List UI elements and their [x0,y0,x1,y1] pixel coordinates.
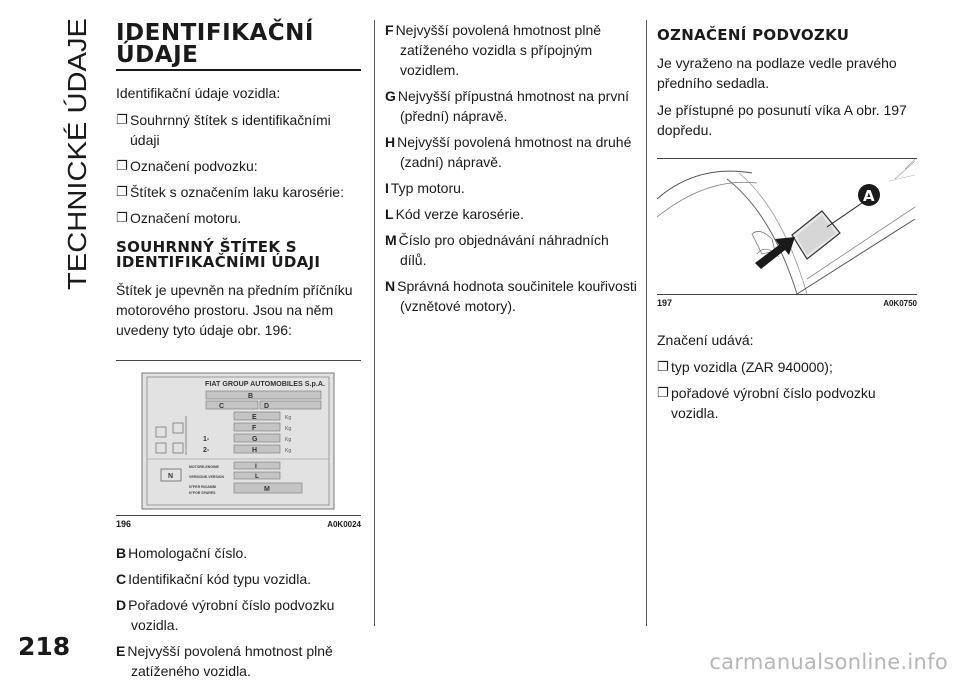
legend-item: D Pořadové výrobní číslo podvozku vozidla. [116,597,335,633]
figure-197 [657,158,917,308]
list-item: ❐ Označení podvozku: [116,158,258,174]
marking-list [657,357,917,423]
plate-field-l: L [255,473,259,480]
legend-item: B Homologační číslo. [116,545,248,561]
callout-label: A [863,187,875,205]
column-divider-2 [646,20,647,626]
identification-plate-illustration [116,361,361,515]
arrow-icon [755,237,795,269]
checkbox-bullet-icon: ❐ [657,385,669,400]
legend-item: N Správná hodnota součinitele kouřivosti (vznětové motory). [385,278,637,314]
legend-item: E Nejvyšší povolená hmotnost plně zatíženého vozidla. [116,643,333,679]
checkbox-bullet-icon: ❐ [116,158,128,173]
list-item: ❐ Štítek s označením laku karosérie: [116,184,344,200]
plate-header: FIAT GROUP AUTOMOBILES S.p.A. [205,381,326,388]
plate-unit-kg: Kg [285,437,292,443]
list-item: ❐ typ vozidla (ZAR 940000); [657,359,833,375]
column-1 [116,22,361,687]
legend-item: G Nejvyšší přípustná hmotnost na první (přední) nápravě. [385,88,629,124]
chassis-location-text: Je vyraženo na podlaze vedle pravého předního sedadla. [657,55,897,91]
plate-field-b: B [248,393,254,400]
checkbox-bullet-icon: ❐ [116,210,128,225]
column-divider-1 [374,20,375,626]
legend-item: H Nejvyšší povolená hmotnost na druhé (zadní) nápravě. [385,134,632,170]
plate-unit-kg: Kg [285,448,292,454]
summary-plate-text: Štítek je upevněn na předním příčníku motorového prostoru. Jsou na něm uvedeny tyto údaje obr. 196: [116,282,353,338]
plate-field-d: D [264,403,270,410]
plate-field-e: E [252,414,257,421]
section-title-summary-plate: SOUHRNNÝ ŠTÍTEK S IDENTIFIKAČNÍMI ÚDAJI [116,238,321,271]
plate-unit-kg: Kg [285,415,292,421]
side-title-text: TECHNICKÉ ÚDAJE [62,47,92,290]
plate-field-m: M [264,486,270,493]
list-item: ❐ pořadové výrobní číslo podvozku vozidla. [657,385,876,421]
plate-legend-list-continued [385,20,637,316]
figure-number: 197 [657,298,673,308]
legend-item: F Nejvyšší povolená hmotnost plně zatíženého vozidla s přípojným vozidlem. [385,22,602,78]
figure-197-caption [657,294,917,308]
list-item: ❐ Označení motoru. [116,210,242,226]
checkbox-bullet-icon: ❐ [657,359,669,374]
figure-196 [116,360,361,529]
plate-field-f: F [252,425,257,432]
legend-item: L Kód verze karosérie. [385,206,524,222]
column-3 [657,28,917,429]
plate-field-n: N [168,473,174,480]
legend-item: I Typ motoru. [385,180,465,196]
checkbox-bullet-icon: ❐ [116,184,128,199]
identification-list [116,110,361,228]
plate-unit-kg: Kg [285,426,292,432]
plate-field-h: H [252,447,258,454]
checkbox-bullet-icon: ❐ [116,112,128,127]
legend-item: C Identifikační kód typu vozidla. [116,571,312,587]
section-title-identification: IDENTIFIKAČNÍ ÚDAJE [116,22,361,71]
plate-ricambi-label: N°PER RICAMBI [189,485,217,489]
list-item: ❐ Souhrnný štítek s identifikačními údaji [116,112,331,148]
column-2 [385,20,637,322]
chassis-access-text: Je přístupné po posunutí víka A obr. 197 dopředu. [657,102,907,138]
intro-text: Identifikační údaje vozidla: [116,85,281,101]
plate-spares-label: N°FOR SPARES [189,491,216,495]
plate-field-c: C [219,403,225,410]
plate-axle-1: 1- [203,436,210,443]
plate-axle-2: 2- [203,447,210,454]
figure-number: 196 [116,519,132,529]
plate-legend-list [116,543,361,681]
plate-field-g: G [252,436,258,443]
side-chapter-title [2,8,98,298]
chassis-floor-illustration [657,159,917,294]
plate-engine-label: MOTORE-ENGINE [189,465,219,469]
section-title-chassis-marking: OZNAČENÍ PODVOZKU [657,26,850,44]
watermark: carmanualsonline.info [709,650,948,674]
plate-version-label: VERSIONE-VERSION [189,475,225,479]
legend-item: M Číslo pro objednávání náhradních dílů. [385,232,609,268]
figure-code: A0K0024 [327,520,361,529]
marking-intro-text: Značení udává: [657,332,754,348]
plate-field-i: I [255,463,257,470]
figure-code: A0K0750 [883,299,917,308]
figure-196-caption [116,515,361,529]
page-number: 218 [18,632,71,661]
